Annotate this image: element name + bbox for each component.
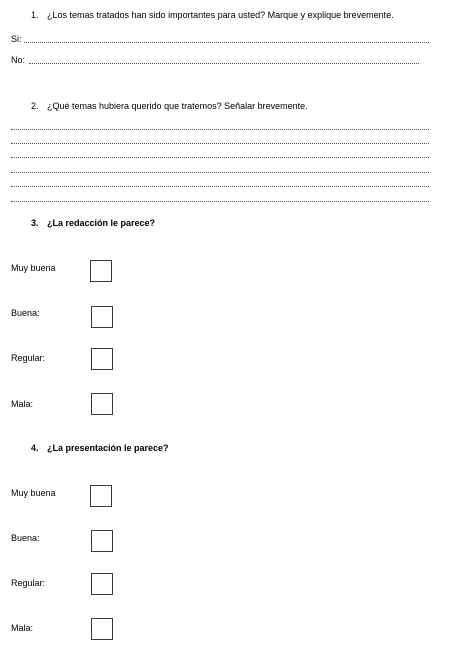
q1-text: ¿Los temas tratados han sido importantes para usted? Marque y explique brevemente. xyxy=(47,10,394,20)
q2-answer-line[interactable] xyxy=(11,129,429,130)
q4-option-label: Muy buena xyxy=(11,488,56,498)
q2-number: 2. xyxy=(31,101,39,111)
q1-yes-answer-line[interactable] xyxy=(24,42,429,43)
q1-no-answer-line[interactable] xyxy=(29,63,419,64)
q3-number: 3. xyxy=(31,218,39,228)
q3-text: ¿La redacción le parece? xyxy=(47,218,156,228)
q4-option-label: Mala: xyxy=(11,623,34,633)
q3-option-label: Muy buena xyxy=(11,263,56,273)
q3-option-checkbox[interactable] xyxy=(91,348,113,370)
q3-option-label: Mala: xyxy=(11,399,34,409)
q3-option-checkbox[interactable] xyxy=(91,306,113,328)
q4-number: 4. xyxy=(31,443,39,453)
q4-option-checkbox[interactable] xyxy=(91,618,113,640)
q4-option-checkbox[interactable] xyxy=(90,485,112,507)
q4-option-label: Regular: xyxy=(11,578,46,588)
q1-number: 1. xyxy=(31,10,39,20)
q2-answer-line[interactable] xyxy=(11,143,429,144)
q4-option-label: Buena: xyxy=(11,533,40,543)
q3-option-checkbox[interactable] xyxy=(91,393,113,415)
q3-option-label: Buena: xyxy=(11,308,40,318)
q4-text: ¿La presentación le parece? xyxy=(47,443,169,453)
q2-answer-line[interactable] xyxy=(11,157,429,158)
q3-option-label: Regular: xyxy=(11,353,46,363)
q4-option-checkbox[interactable] xyxy=(91,573,113,595)
q2-answer-line[interactable] xyxy=(11,201,429,202)
q1-no-label: No: xyxy=(11,55,26,65)
q2-text: ¿Qué temas hubiera querido que tratemos? Señalar brevemente. xyxy=(47,101,308,111)
q1-yes-label: Si: xyxy=(11,34,22,44)
q3-option-checkbox[interactable] xyxy=(90,260,112,282)
q2-answer-line[interactable] xyxy=(11,186,429,187)
q4-option-checkbox[interactable] xyxy=(91,530,113,552)
q2-answer-line[interactable] xyxy=(11,172,429,173)
